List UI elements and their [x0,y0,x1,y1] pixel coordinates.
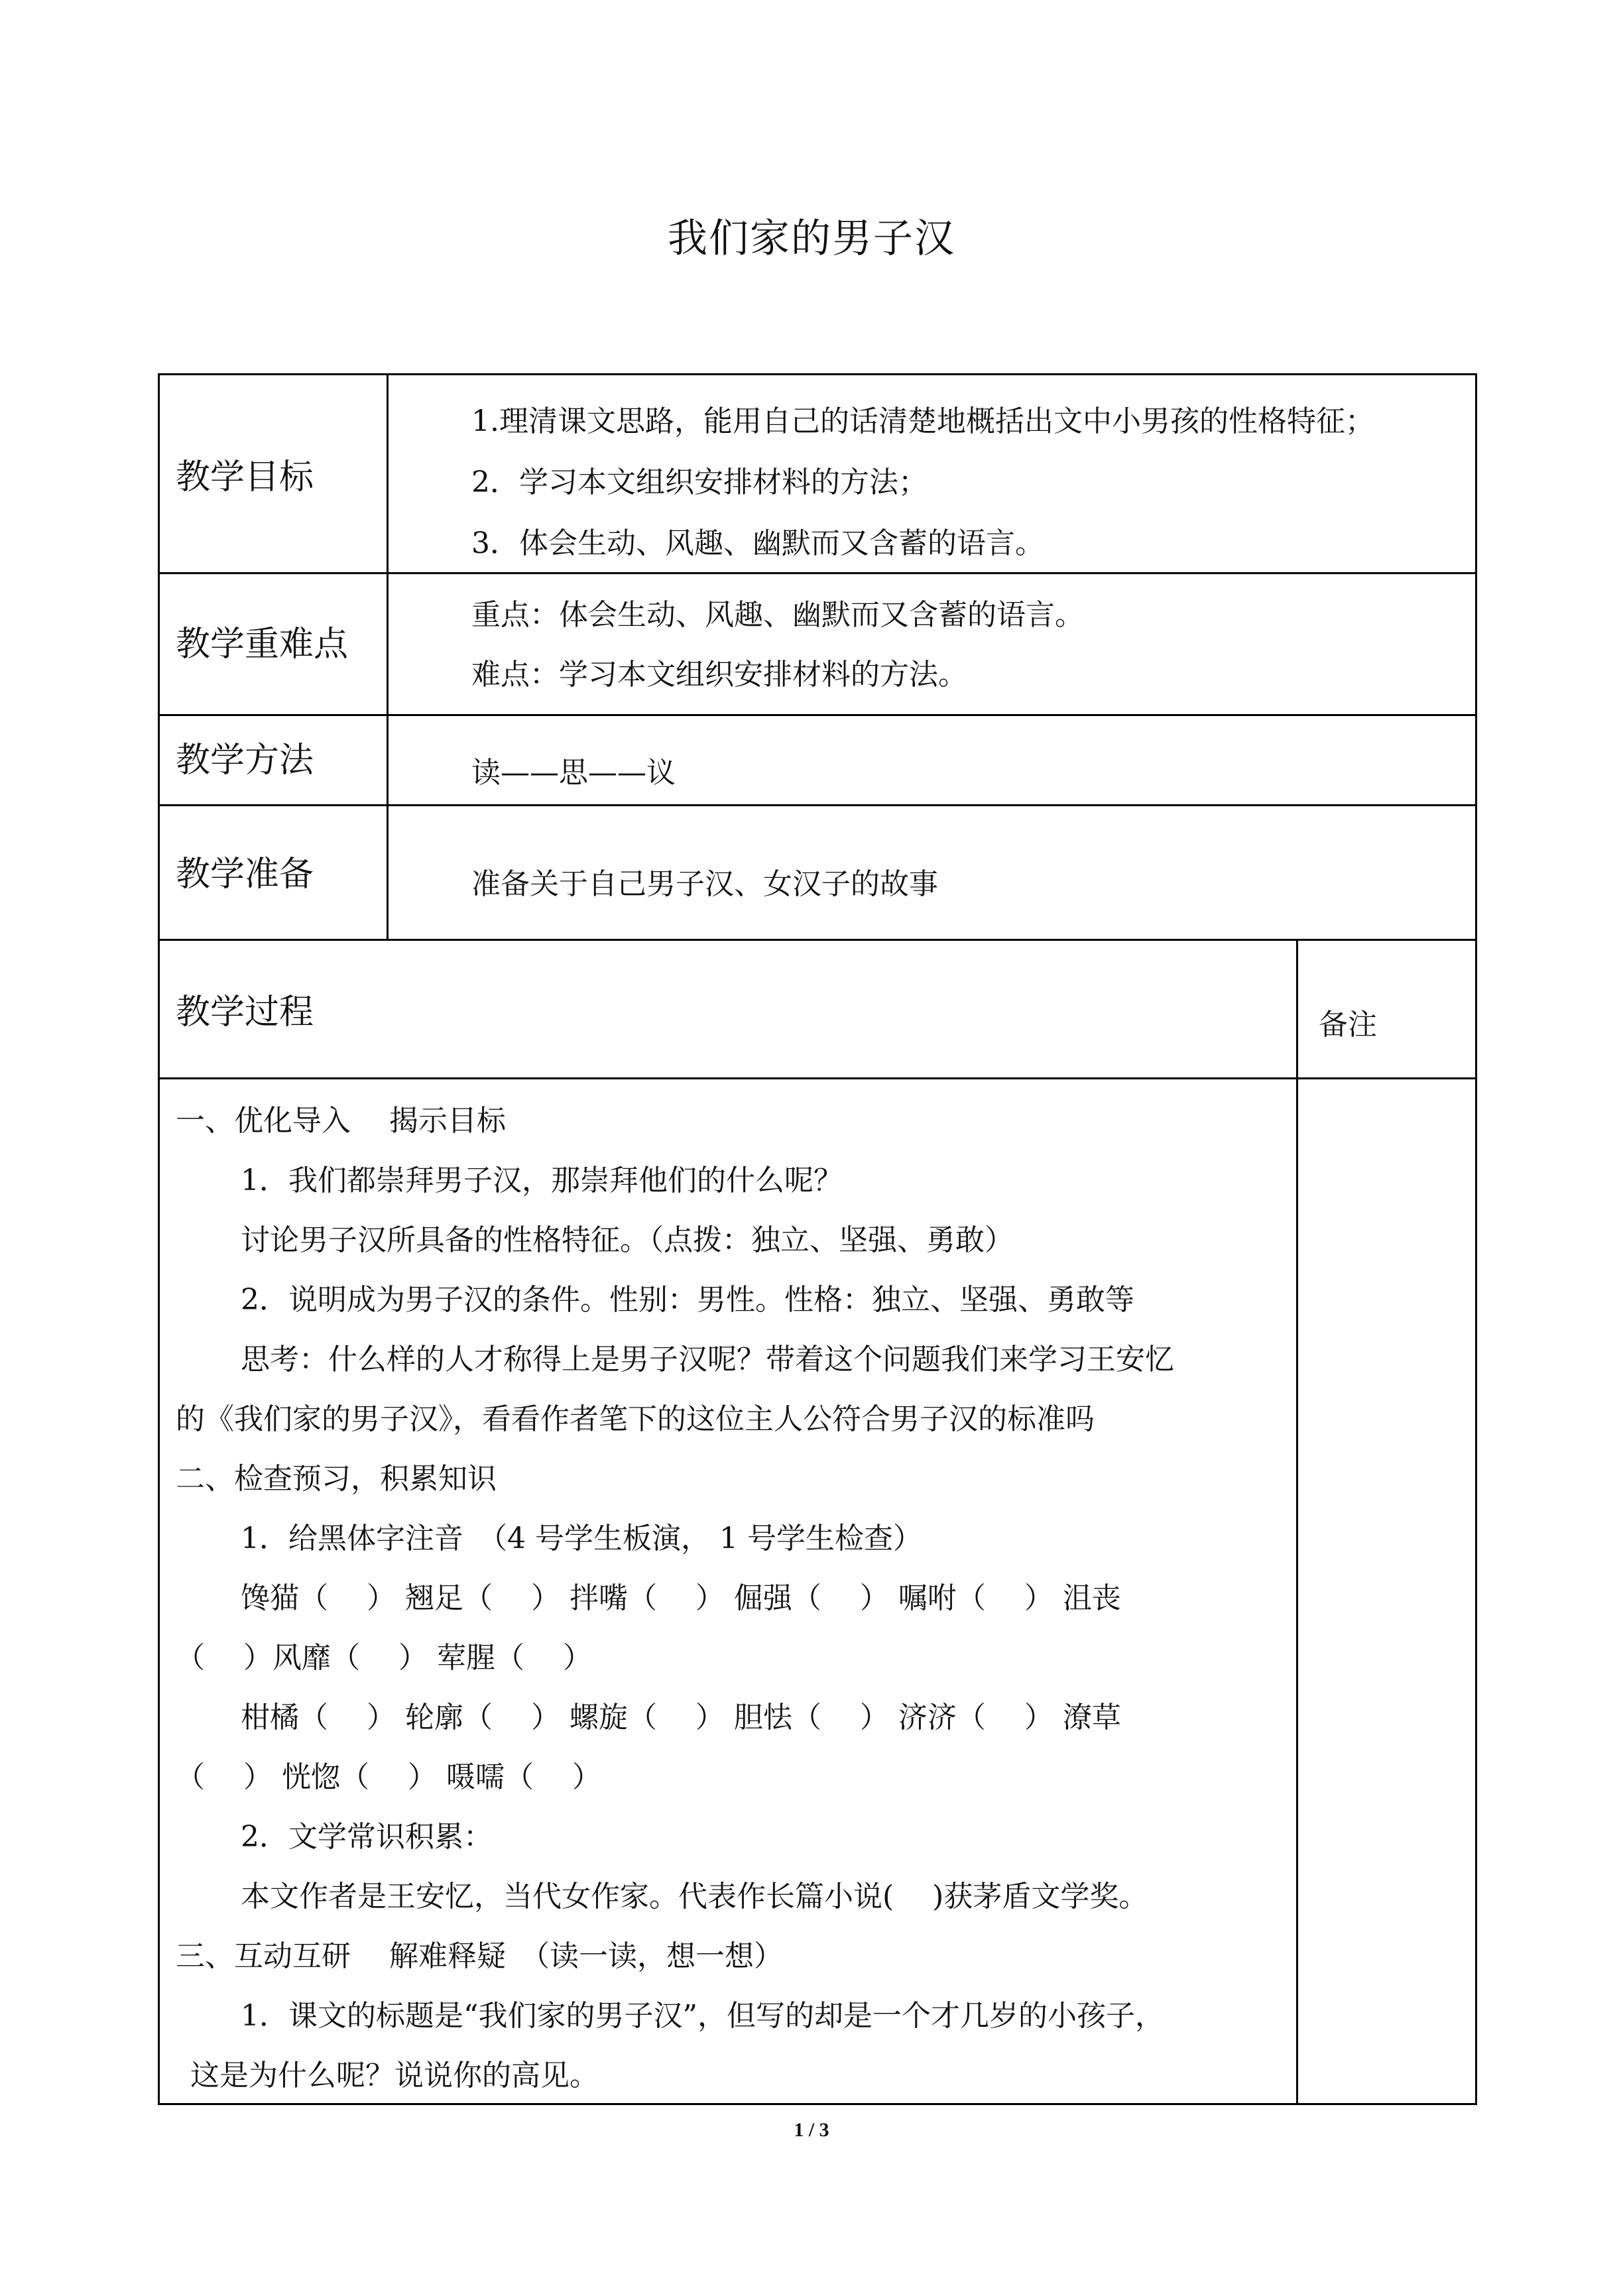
process-line: 的《我们家的男子汉》，看看作者笔下的这位主人公符合男子汉的标准吗 [176,1402,1095,1436]
process-line: （ ）风靡（ ） 荤腥（ ） [176,1641,592,1675]
row-divider [160,939,1475,941]
process-line: 一、优化导入 揭示目标 [176,1104,506,1138]
prep-text: 准备关于自己男子汉、女汉子的故事 [471,867,938,901]
goal-item: 2．学习本文组织安排材料的方法； [471,465,928,499]
goals-label: 教学目标 [176,457,314,497]
page-title: 我们家的男子汉 [668,215,955,262]
row-divider [160,572,1475,574]
goal-item: 1.理清课文思路，能用自己的话清楚地概括出文中小男孩的性格特征； [471,404,1374,438]
row-divider [160,714,1475,716]
keypoint-item: 难点：学习本文组织安排材料的方法。 [471,658,967,692]
lesson-plan-table [158,373,1477,2105]
process-line: 2．文学常识积累： [241,1820,493,1854]
process-line: 2．说明成为男子汉的条件。性别：男性。性格：独立、坚强、勇敢等 [241,1283,1134,1317]
method-text: 读——思——议 [471,756,676,790]
row-divider [160,1077,1475,1079]
note-label: 备注 [1319,1008,1377,1042]
page-number: 1 / 3 [794,2119,829,2141]
note-column-divider [1296,939,1298,2103]
process-line: 讨论男子汉所具备的性格特征。（点拨：独立、坚强、勇敢） [241,1223,1014,1257]
process-line: 馋猫（ ） 翘足（ ） 拌嘴（ ） 倔强（ ） 嘱咐（ ） 沮丧 [241,1581,1121,1615]
keypoint-item: 重点：体会生动、风趣、幽默而又含蓄的语言。 [471,598,1084,632]
process-line: 柑橘（ ） 轮廓（ ） 螺旋（ ） 胆怯（ ） 济济（ ） 潦草 [241,1701,1121,1734]
process-line: 1．我们都崇拜男子汉，那崇拜他们的什么呢？ [241,1164,843,1197]
process-line: （ ） 恍惚（ ） 嗫嚅（ ） [176,1760,601,1794]
process-line: 本文作者是王安忆，当代女作家。代表作长篇小说( )获茅盾文学奖。 [241,1880,1148,1913]
keypoints-label: 教学重难点 [176,625,349,664]
row-divider [160,804,1475,806]
process-line: 这是为什么呢？说说你的高见。 [190,2059,599,2092]
process-line: 三、互动互研 解难释疑 （读一读，想一想） [176,1939,783,1973]
method-label: 教学方法 [176,741,314,780]
process-line: 思考：什么样的人才称得上是男子汉呢？带着这个问题我们来学习王安忆 [241,1343,1174,1376]
process-label: 教学过程 [176,993,314,1032]
process-line: 二、检查预习，积累知识 [176,1462,497,1496]
prep-label: 教学准备 [176,855,314,894]
process-line: 1．课文的标题是“我们家的男子汉”，但写的却是一个才几岁的小孩子， [241,1999,1164,2033]
goal-item: 3．体会生动、风趣、幽默而又含蓄的语言。 [471,526,1044,560]
process-line: 1．给黑体字注音 （4 号学生板演， 1 号学生检查） [241,1522,922,1555]
label-column-divider [387,375,389,939]
